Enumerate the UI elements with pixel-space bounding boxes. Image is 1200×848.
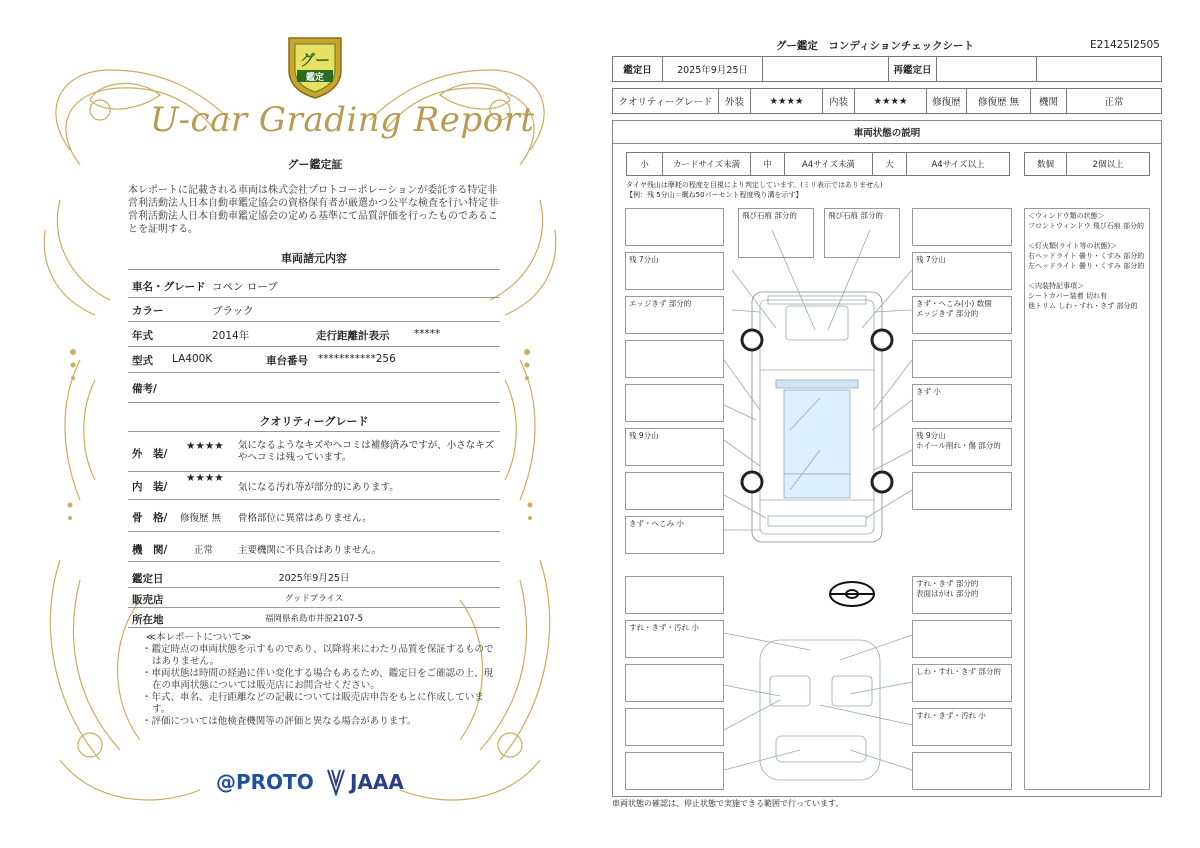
- quality-grade-label: クオリティーグレード: [613, 89, 719, 113]
- exterior-stars: ★★★★: [186, 440, 224, 452]
- mileage-label: 走行距離計表示: [316, 330, 390, 342]
- sheet-footer-note: 車両状態の確認は、停止状態で実施できる範囲で行っています。: [612, 799, 844, 808]
- interior-label: 内装: [823, 89, 855, 113]
- address-value: 福岡県糸島市井原2107-5: [264, 614, 364, 624]
- goo-kantei-badge: [283, 30, 347, 100]
- section-title: 車両状態の説明: [612, 120, 1162, 144]
- condition-box: [625, 576, 724, 614]
- proto-logo-text: PROTO: [236, 770, 314, 794]
- notes-heading: ≪本レポートについて≫: [146, 632, 252, 643]
- address-label: 所在地: [132, 614, 164, 626]
- badge-text-bottom: 鑑定: [305, 73, 325, 83]
- frame-label: 骨 格/: [132, 512, 168, 524]
- condition-box: [625, 472, 724, 510]
- grade-row-exterior: [128, 434, 500, 472]
- condition-box: [625, 752, 724, 790]
- date-label: 鑑定日: [132, 573, 164, 585]
- engine-text: 主要機関に不具合はありません。: [238, 545, 382, 556]
- condition-check-sheet: [600, 0, 1200, 848]
- repair-history-value: 修復歴 無: [967, 89, 1031, 113]
- condition-box: [625, 340, 724, 378]
- model-value: LA400K: [172, 353, 213, 365]
- divider: [128, 268, 500, 270]
- shop-value: グッドプライス: [284, 594, 344, 604]
- condition-box: [625, 664, 724, 702]
- interior-stars: ★★★★: [855, 89, 927, 113]
- repair-history-label: 修復歴: [927, 89, 967, 113]
- date-value: 2025年9月25日: [278, 573, 350, 584]
- certificate-title: グー鑑定証: [287, 158, 343, 171]
- spec-row-name: [128, 274, 500, 298]
- condition-box: きず 小: [912, 384, 1012, 422]
- grade-row-engine: [128, 532, 500, 562]
- jaaa-logo: JAAA: [350, 770, 404, 794]
- size-medium-label: 中: [751, 153, 785, 175]
- exterior-label: 外装: [719, 89, 751, 113]
- interior-label: 内 装/: [132, 481, 168, 493]
- frame-text: 骨格部位に異常はありません。: [238, 513, 372, 524]
- condition-box: [912, 340, 1012, 378]
- tire-tread-box: 残 7分山: [625, 252, 724, 290]
- note-item: ・年式、車名、走行距離などの記載については販売店申告をもとに作成しています。: [142, 692, 484, 715]
- count-desc: 2個以上: [1092, 160, 1124, 170]
- engine-label: 機 関/: [132, 544, 168, 556]
- grade-section-title: クオリティーグレード: [259, 415, 369, 428]
- sheet-title: グー鑑定 コンディションチェックシート: [775, 40, 975, 52]
- report-notes: [128, 632, 500, 728]
- special-notes-panel: ＜ウィンドウ類の状態＞ フロントウィンドウ 飛び石痕 部分的 ＜灯火類(ライト等の状態)＞ 右ヘッドライト 曇り・くすみ 部分的 左ヘッドライト 曇り・くすみ 部分的 ＜内装特記事項＞ シートカバー装着 切れ有 他トリム しわ・すれ・きず 部分的: [1024, 208, 1150, 790]
- info-row-shop: [128, 588, 500, 608]
- size-small-label: 小: [627, 153, 663, 175]
- condition-box: [912, 620, 1012, 658]
- shop-label: 販売店: [132, 594, 164, 606]
- count-label: 数個: [1025, 153, 1067, 175]
- condition-box: しわ・すれ・きず 部分的: [912, 664, 1012, 702]
- spec-row-model: [128, 347, 500, 373]
- condition-box: [912, 752, 1012, 790]
- jaaa-logo-icon: [326, 768, 346, 796]
- info-row-address: [128, 608, 500, 628]
- steering-condition-box: すれ・きず 部分的 表面はがれ 部分的: [912, 576, 1012, 614]
- engine-label: 機関: [1031, 89, 1067, 113]
- badge-text-top: グー: [299, 51, 331, 69]
- size-medium-desc: A4サイズ未満: [785, 153, 873, 175]
- proto-logo: @PROTO: [216, 770, 314, 794]
- note-item: ・車両状態は時間の経過に伴い変化する場合もあるため、鑑定日をご確認の上、現在の車両状態については販売店にお問合せください。: [142, 668, 494, 691]
- inspection-date-label: 鑑定日: [613, 57, 663, 81]
- tire-tread-box: 残 9分山: [625, 428, 724, 466]
- frame-value: 修復歴 無: [180, 513, 222, 524]
- remarks-label: 備考/: [132, 383, 157, 395]
- reinspection-date-label: 再鑑定日: [889, 57, 937, 81]
- windshield-condition-box: 飛び石痕 部分的: [824, 208, 900, 258]
- size-small-desc: カードサイズ未満: [663, 153, 751, 175]
- exterior-stars: ★★★★: [751, 89, 823, 113]
- interior-text: 気になる汚れ等が部分的にあります。: [238, 482, 399, 493]
- year-value: 2014年: [212, 330, 250, 342]
- exterior-text: 気になるようなキズやヘコミは補修済みですが、小さなキズやヘコミは残っています。: [238, 440, 495, 463]
- size-large-desc: A4サイズ以上: [931, 160, 985, 170]
- interior-stars: ★★★★: [186, 472, 224, 484]
- model-label: 型式: [132, 355, 153, 367]
- name-value: コペン ローブ: [212, 281, 278, 293]
- certificate-text: 本レポートに記載される車両は株式会社プロトコーポレーションが委託する特定非営利活動法人日本自動車鑑定協会の資格保有者が厳選かつ公平な検査を行い特定非営利活動法人日本自動車鑑定協会の定める基準にて品質評価を行ったものであることを証明する。: [128, 185, 498, 235]
- spec-row-remarks: [128, 373, 500, 403]
- spec-row-year: [128, 322, 500, 347]
- tire-note-2: 【例：残 5分山＝概ね50パーセント程度残り溝を示す】: [626, 191, 803, 199]
- condition-box: すれ・きず・汚れ 小: [625, 620, 724, 658]
- windshield-condition-box: 飛び石痕 部分的: [738, 208, 814, 258]
- name-label: 車名・グレード: [132, 281, 206, 293]
- sheet-id: E21425I2505: [1090, 39, 1160, 51]
- condition-box: きず・へこみ 小: [625, 516, 724, 554]
- condition-box: [625, 208, 724, 246]
- size-large-label: 大: [873, 153, 907, 175]
- tire-note-1: タイヤ残山は摩耗の程度を目視により判定しています。(ミリ表示ではありません): [626, 181, 883, 189]
- tire-tread-box: 残 7分山: [912, 252, 1012, 290]
- spec-section-title: 車両諸元内容: [281, 252, 347, 265]
- condition-box: すれ・きず・汚れ 小: [912, 708, 1012, 746]
- year-label: 年式: [132, 330, 153, 342]
- report-script-title: U-car Grading Report: [150, 100, 535, 140]
- condition-box: きず・へこみ(小) 数個 エッジきず 部分的: [912, 296, 1012, 334]
- chassis-value: ***********256: [318, 353, 396, 365]
- color-label: カラー: [132, 305, 164, 317]
- color-value: ブラック: [212, 305, 254, 317]
- divider: [128, 430, 500, 432]
- note-item: ・鑑定時点の車両状態を示すものであり、以降将来にわたり品質を保証するものではありません。: [142, 644, 494, 667]
- exterior-label: 外 装/: [132, 448, 168, 460]
- mileage-value: *****: [414, 328, 441, 340]
- inspection-date-value: 2025年9月25日: [663, 57, 763, 81]
- condition-box: エッジきず 部分的: [625, 296, 724, 334]
- grade-row-frame: [128, 500, 500, 532]
- condition-box: [625, 708, 724, 746]
- spec-row-color: [128, 298, 500, 322]
- tire-tread-box: 残 9分山 ホイール削れ・傷 部分的: [912, 428, 1012, 466]
- condition-box: [912, 208, 1012, 246]
- note-item: ・評価については他検査機関等の評価と異なる場合があります。: [142, 716, 417, 727]
- engine-value: 正常: [1104, 97, 1124, 108]
- condition-box: [625, 384, 724, 422]
- engine-value: 正常: [194, 545, 214, 556]
- grade-row-interior: [128, 472, 500, 500]
- info-row-date: [128, 566, 500, 588]
- condition-box: [912, 472, 1012, 510]
- chassis-label: 車台番号: [266, 355, 308, 367]
